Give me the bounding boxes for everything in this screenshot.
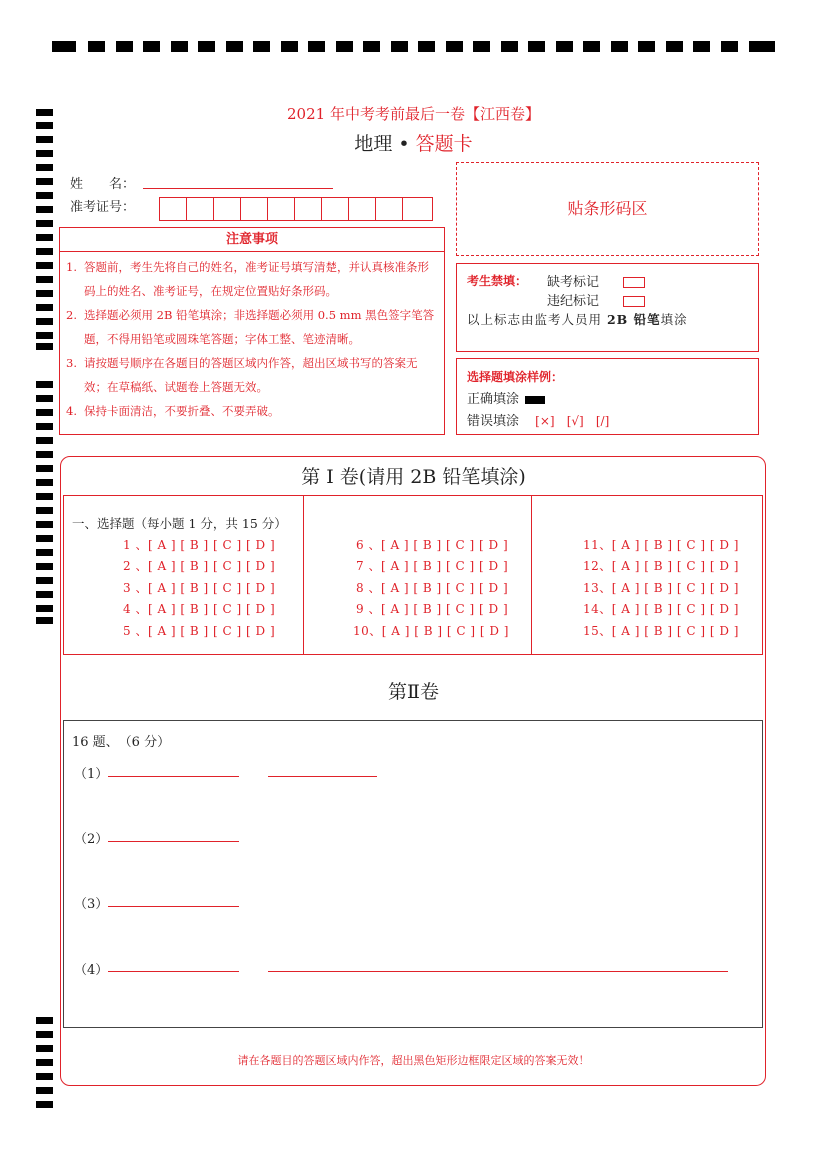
correct-fill-label: 正确填涂 — [467, 392, 520, 407]
name-label: 姓 名： — [70, 177, 136, 192]
timing-mark — [611, 41, 628, 52]
timing-mark — [36, 1073, 53, 1080]
notice-item-text: 选择题必须用 2B 铅笔填涂；非选择题必须用 0.5 mm 黑色签字笔答题，不得用铅笔或圆珠笔答题；字体工整、笔迹清晰。 — [84, 308, 435, 346]
timing-mark — [749, 41, 775, 52]
timing-mark — [36, 1101, 53, 1108]
timing-mark — [36, 605, 53, 612]
exam-id-digit-box[interactable] — [348, 197, 376, 221]
notice-item — [66, 399, 440, 423]
timing-mark — [36, 423, 53, 430]
timing-mark — [36, 493, 53, 500]
absent-mark-box[interactable] — [623, 277, 645, 288]
notice-title: 注意事项 — [59, 227, 445, 252]
absent-mark — [547, 271, 645, 290]
wrong-mark-cross: [×] — [535, 414, 555, 428]
timing-mark — [36, 192, 53, 199]
choice-row-14[interactable]: 14、[ A ] [ B ] [ C ] [ D ] — [583, 602, 739, 616]
notice-item — [66, 351, 440, 399]
timing-mark — [308, 41, 325, 52]
choice-row-10[interactable]: 10、[ A ] [ B ] [ C ] [ D ] — [353, 624, 509, 638]
timing-mark — [281, 41, 298, 52]
choice-row-6[interactable]: 6 、[ A ] [ B ] [ C ] [ D ] — [356, 538, 509, 552]
timing-mark — [336, 41, 353, 52]
timing-mark — [693, 41, 710, 52]
timing-mark — [36, 507, 53, 514]
exam-id-digit-box[interactable] — [213, 197, 241, 221]
wrong-fill-label: 错误填涂 — [467, 414, 520, 429]
fill-example-box — [456, 358, 759, 435]
title-dot: • — [398, 133, 410, 155]
notice-item — [66, 303, 440, 351]
timing-mark — [198, 41, 215, 52]
timing-mark — [36, 1087, 53, 1094]
notice-item-number: 2. — [66, 308, 77, 322]
answer-line[interactable] — [268, 971, 728, 972]
part1-title: 第 I 卷(请用 2B 铅笔填涂) — [301, 466, 526, 488]
exam-id-label: 准考证号： — [70, 200, 136, 215]
exam-id-digit-box[interactable] — [240, 197, 268, 221]
answer-line[interactable] — [268, 776, 377, 777]
notice-item-number: 1. — [66, 260, 77, 274]
choice-row-2[interactable]: 2 、[ A ] [ B ] [ C ] [ D ] — [123, 559, 276, 573]
timing-mark — [473, 41, 490, 52]
column-divider — [303, 496, 304, 654]
card-label: 答题卡 — [415, 133, 473, 155]
timing-mark — [253, 41, 270, 52]
timing-mark — [36, 220, 53, 227]
proctor-note-post: 填涂 — [660, 312, 688, 327]
choice-section-label: 一、选择题（每小题 1 分，共 15 分） — [72, 516, 287, 531]
notice-item — [66, 255, 440, 303]
timing-mark — [36, 1031, 53, 1038]
notice-box — [59, 251, 445, 435]
correct-fill-row — [467, 388, 545, 407]
timing-mark — [446, 41, 463, 52]
timing-mark — [36, 437, 53, 444]
timing-mark — [418, 41, 435, 52]
wrong-mark-slash: [/] — [595, 414, 610, 428]
exam-title: 2021 年中考考前最后一卷【江西卷】 — [287, 105, 540, 123]
choice-row-3[interactable]: 3 、[ A ] [ B ] [ C ] [ D ] — [123, 581, 276, 595]
choice-row-5[interactable]: 5 、[ A ] [ B ] [ C ] [ D ] — [123, 624, 276, 638]
timing-mark — [36, 332, 53, 339]
exam-id-digit-box[interactable] — [186, 197, 214, 221]
sub-question-1-label: （1） — [74, 767, 109, 782]
violation-label: 违纪标记 — [547, 294, 600, 309]
violation-mark-box[interactable] — [623, 296, 645, 307]
answer-line[interactable] — [108, 841, 239, 842]
exam-id-digit-box[interactable] — [402, 197, 433, 221]
timing-mark — [36, 1045, 53, 1052]
timing-mark — [501, 41, 518, 52]
timing-mark — [36, 343, 53, 350]
choice-row-7[interactable]: 7 、[ A ] [ B ] [ C ] [ D ] — [356, 559, 509, 573]
notice-item-number: 4. — [66, 404, 77, 418]
timing-mark — [36, 451, 53, 458]
timing-mark — [36, 577, 53, 584]
notice-item-number: 3. — [66, 356, 77, 370]
sub-question-4-label: （4） — [74, 963, 109, 978]
wrong-mark-check: [√] — [566, 414, 584, 428]
timing-mark — [36, 164, 53, 171]
choice-row-15[interactable]: 15、[ A ] [ B ] [ C ] [ D ] — [583, 624, 739, 638]
proctor-mark-box — [456, 263, 759, 352]
choice-row-13[interactable]: 13、[ A ] [ B ] [ C ] [ D ] — [583, 581, 739, 595]
proctor-note-bold: 2B 铅笔 — [606, 312, 661, 327]
barcode-label: 贴条形码区 — [567, 199, 648, 218]
timing-mark — [36, 591, 53, 598]
card-title — [0, 129, 827, 156]
exam-id-digit-box[interactable] — [375, 197, 403, 221]
timing-mark — [36, 549, 53, 556]
fill-example-title: 选择题填涂样例： — [467, 370, 564, 384]
sub-question-2-label: （2） — [74, 832, 109, 847]
timing-mark — [36, 381, 53, 388]
choice-row-1[interactable]: 1 、[ A ] [ B ] [ C ] [ D ] — [123, 538, 276, 552]
sub-question-3-label: （3） — [74, 897, 109, 912]
violation-mark — [547, 290, 645, 309]
timing-mark — [391, 41, 408, 52]
timing-mark — [528, 41, 545, 52]
timing-mark — [36, 409, 53, 416]
answer-line[interactable] — [108, 906, 239, 907]
exam-id-digit-box[interactable] — [267, 197, 295, 221]
choice-row-8[interactable]: 8 、[ A ] [ B ] [ C ] [ D ] — [356, 581, 509, 595]
proctor-note — [467, 310, 688, 328]
timing-mark — [638, 41, 655, 52]
timing-mark — [36, 318, 53, 325]
timing-mark — [36, 276, 53, 283]
timing-mark — [36, 262, 53, 269]
choice-row-12[interactable]: 12、[ A ] [ B ] [ C ] [ D ] — [583, 559, 739, 573]
choice-row-4[interactable]: 4 、[ A ] [ B ] [ C ] [ D ] — [123, 602, 276, 616]
exam-id-digit-box[interactable] — [159, 197, 187, 221]
exam-id-digit-box[interactable] — [294, 197, 322, 221]
timing-mark — [721, 41, 738, 52]
timing-mark — [36, 234, 53, 241]
timing-mark — [88, 41, 105, 52]
footer-warning: 请在各题目的答题区域内作答，超出黑色矩形边框限定区域的答案无效！ — [237, 1054, 590, 1067]
timing-mark — [171, 41, 188, 52]
timing-mark — [36, 535, 53, 542]
timing-mark — [226, 41, 243, 52]
answer-line[interactable] — [108, 971, 239, 972]
filled-bubble-icon — [525, 396, 545, 404]
notice-item-text: 保持卡面清洁，不要折叠、不要弄破。 — [84, 404, 280, 418]
timing-mark — [36, 304, 53, 311]
wrong-fill-row — [467, 410, 609, 429]
timing-mark — [36, 563, 53, 570]
absent-label: 缺考标记 — [547, 275, 600, 290]
timing-mark — [143, 41, 160, 52]
barcode-area — [456, 162, 759, 256]
notice-item-text: 答题前，考生先将自己的姓名，准考证号填写清楚，并认真核准条形码上的姓名、准考证号，在规定位置贴好条形码。 — [84, 260, 429, 298]
timing-mark — [36, 1017, 53, 1024]
timing-mark — [36, 617, 53, 624]
timing-mark — [36, 178, 53, 185]
timing-mark — [52, 41, 76, 52]
subject-name: 地理 — [354, 133, 393, 155]
timing-mark — [666, 41, 683, 52]
question-16-label: 16 题、 （6 分） — [72, 735, 171, 750]
question-16-box — [63, 720, 763, 1028]
timing-mark — [116, 41, 133, 52]
timing-mark — [583, 41, 600, 52]
exam-id-digit-box[interactable] — [321, 197, 349, 221]
notice-item-text: 请按题号顺序在各题目的答题区域内作答，超出区域书写的答案无效；在草稿纸、试题卷上答题无效。 — [84, 356, 418, 394]
answer-line[interactable] — [108, 776, 239, 777]
timing-mark — [36, 521, 53, 528]
choice-row-9[interactable]: 9 、[ A ] [ B ] [ C ] [ D ] — [356, 602, 509, 616]
timing-mark — [36, 248, 53, 255]
timing-mark — [36, 206, 53, 213]
name-input-line[interactable] — [143, 188, 333, 189]
choice-table — [63, 495, 763, 655]
proctor-title: 考生禁填： — [467, 274, 528, 288]
column-divider — [531, 496, 532, 654]
part2-title: 第Ⅱ卷 — [388, 681, 439, 703]
proctor-note-pre: 以上标志由监考人员用 — [467, 312, 607, 327]
timing-mark — [556, 41, 573, 52]
timing-mark — [36, 290, 53, 297]
timing-mark — [363, 41, 380, 52]
choice-row-11[interactable]: 11、[ A ] [ B ] [ C ] [ D ] — [583, 538, 739, 552]
timing-mark — [36, 395, 53, 402]
